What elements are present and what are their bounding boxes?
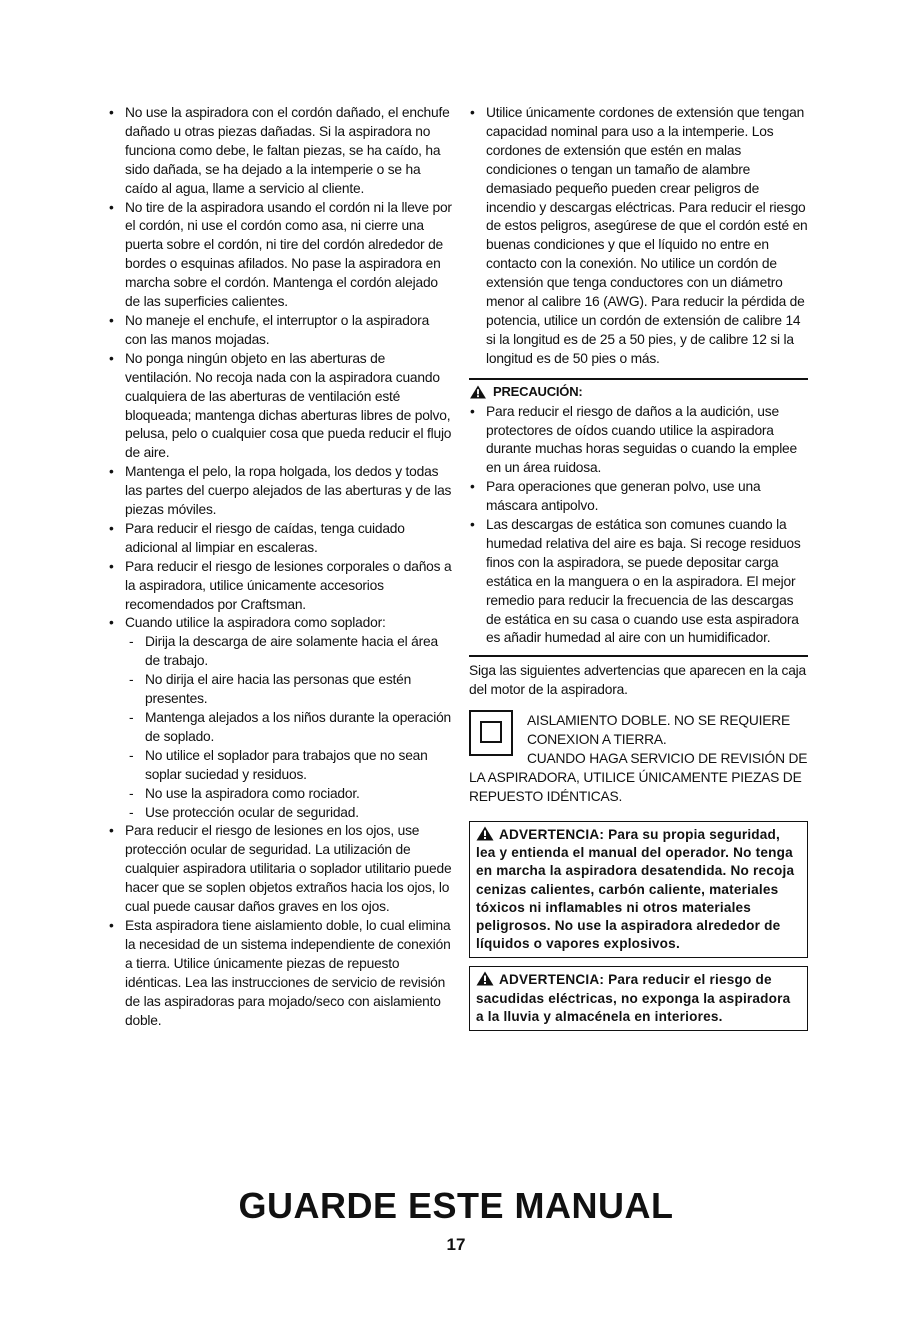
list-item: • Para operaciones que generan polvo, use una máscara antipolvo. [469, 478, 808, 516]
sub-list-item: - No dirija el aire hacia las personas que estén presentes. [125, 671, 453, 709]
caution-title: PRECAUCIÓN: [493, 383, 583, 399]
safety-bullet-list [108, 104, 453, 1030]
double-insulation-icon [469, 710, 521, 762]
list-item: • No maneje el enchufe, el interruptor o la aspiradora con las manos mojadas. [108, 312, 453, 350]
section-divider [469, 655, 808, 657]
list-item: • Mantenga el pelo, la ropa holgada, los dedos y todas las partes del cuerpo alejados de las aberturas y de las piezas móviles. [108, 463, 453, 520]
caution-section [469, 383, 808, 649]
warning-box-electric-shock [469, 966, 808, 1031]
sub-list-item: - Mantenga alejados a los niños durante la operación de soplado. [125, 709, 453, 747]
double-insulation-block [469, 710, 808, 807]
list-item: • Para reducir el riesgo de caídas, tenga cuidado adicional al limpiar en escaleras. [108, 520, 453, 558]
right-column [469, 104, 808, 1031]
list-item: • No tire de la aspiradora usando el cordón ni la lleve por el cordón, ni use el cordón como asa, ni cierre una puerta sobre el cordón, ni tire del cordón alrededor de bordes o esquinas afilados. No pase la aspiradora en marcha sobre el cordón. Mantenga el cordón alejado de las superficies calientes. [108, 199, 453, 312]
list-item: • No use la aspiradora con el cordón dañado, el enchufe dañado u otras piezas dañadas. Si la aspiradora no funciona como debe, le faltan piezas, se ha caído, ha sido dañada, se ha dejado a la intemperie o se ha caído al agua, llame a servicio al cliente. [108, 104, 453, 199]
sub-list-item: - No use la aspiradora como rociador. [125, 785, 453, 804]
list-item: • Esta aspiradora tiene aislamiento doble, lo cual elimina la necesidad de un sistema independiente de conexión a tierra. Utilice únicamente piezas de repuesto idénticas. Lea las instrucciones de servicio de revisión de las aspiradoras para mojado/seco con aislamiento doble. [108, 917, 453, 1030]
list-item: • No ponga ningún objeto en las aberturas de ventilación. No recoja nada con la aspiradora cuando cualquiera de las aberturas de ventilación esté bloqueada; mantenga dichas aberturas libres de polvo, pelusa, pelo o cualquier cosa que pueda reducir el flujo de aire. [108, 350, 453, 463]
sub-list-item: - No utilice el soplador para trabajos que no sean soplar suciedad y residuos. [125, 747, 453, 785]
warning-text: ADVERTENCIA: Para reducir el riesgo de sacudidas eléctricas, no exponga la aspiradora a la lluvia y almacénela en interiores. [476, 972, 791, 1024]
double-insulation-text: AISLAMIENTO DOBLE. NO SE REQUIERE CONEXION A TIERRA. [527, 713, 791, 748]
warning-triangle-icon [469, 385, 487, 399]
motor-housing-note: Siga las siguientes advertencias que aparecen en la caja del motor de la aspiradora. [469, 663, 807, 698]
page-number: 17 [446, 1235, 466, 1254]
list-item: • Para reducir el riesgo de lesiones corporales o daños a la aspiradora, utilice únicamente accesorios recomendados por Craftsman. [108, 558, 453, 615]
section-divider [469, 378, 808, 380]
blower-sublist [125, 633, 453, 822]
list-item: • Las descargas de estática son comunes cuando la humedad relativa del aire es baja. Si recoge residuos finos con la aspiradora, se puede depositar carga estática en la manguera o en la aspiradora. El mejor remedio para reducir la frecuencia de las descargas de estática en su casa o cuando use esta aspiradora es añadir humedad al aire con un humidificador. [469, 516, 808, 648]
blower-intro: Cuando utilice la aspiradora como soplador: [125, 615, 386, 631]
caution-bullet-list [469, 403, 808, 649]
warning-text: ADVERTENCIA: Para su propia seguridad, lea y entienda el manual del operador. No tenga en marcha la aspiradora desatendida. No recoja cenizas calientes, carbón caliente, materiales tóxicos ni inflamables ni otros materiales peligrosos. No use la aspiradora alrededor de líquidos o vapores explosivos. [476, 826, 795, 952]
list-item: • Utilice únicamente cordones de extensión que tengan capacidad nominal para uso a la intemperie. Los cordones de extensión que estén en malas condiciones o tengan un tamaño de alambre demasiado pequeño pueden crear peligros de incendio y descargas eléctricas. Para reducir el riesgo de estos peligros, asegúrese de que el cordón esté en buenas condiciones y que el líquido no entre en contacto con la conexión. No utilice un cordón de extensión que tenga conductores con un diámetro menor al calibre 16 (AWG). Para reducir la pérdida de potencia, utilice un cordón de extensión de calibre 14 si la longitud es de 25 a 50 pies, y de calibre 12 si la longitud es de 50 pies o más. [469, 104, 808, 369]
service-text: CUANDO HAGA SERVICIO DE REVISIÓN DE LA ASPIRADORA, UTILICE ÚNICAMENTE PIEZAS DE REPUESTO IDÉNTICAS. [469, 751, 808, 804]
extension-cord-list [469, 104, 808, 369]
left-column [108, 104, 453, 1030]
warning-box-operator-manual [469, 821, 808, 958]
save-manual-title: GUARDE ESTE MANUAL [238, 1185, 674, 1226]
warning-triangle-icon [476, 971, 494, 986]
list-item: • Para reducir el riesgo de lesiones en los ojos, use protección ocular de seguridad. La utilización de cualquier aspiradora utilitaria o soplador utilitario puede hacer que se soplen objetos extraños hacia los ojos, lo cual puede causar daños graves en los ojos. [108, 822, 453, 917]
warning-triangle-icon [476, 826, 494, 841]
sub-list-item: - Use protección ocular de seguridad. [125, 804, 453, 823]
list-item: • Para reducir el riesgo de daños a la audición, use protectores de oídos cuando utilice la aspiradora durante muchas horas seguidas o cuando la emplee en un área ruidosa. [469, 403, 808, 479]
list-item-blower [108, 614, 453, 822]
caution-heading [469, 383, 808, 402]
sub-list-item: - Dirija la descarga de aire solamente hacia el área de trabajo. [125, 633, 453, 671]
